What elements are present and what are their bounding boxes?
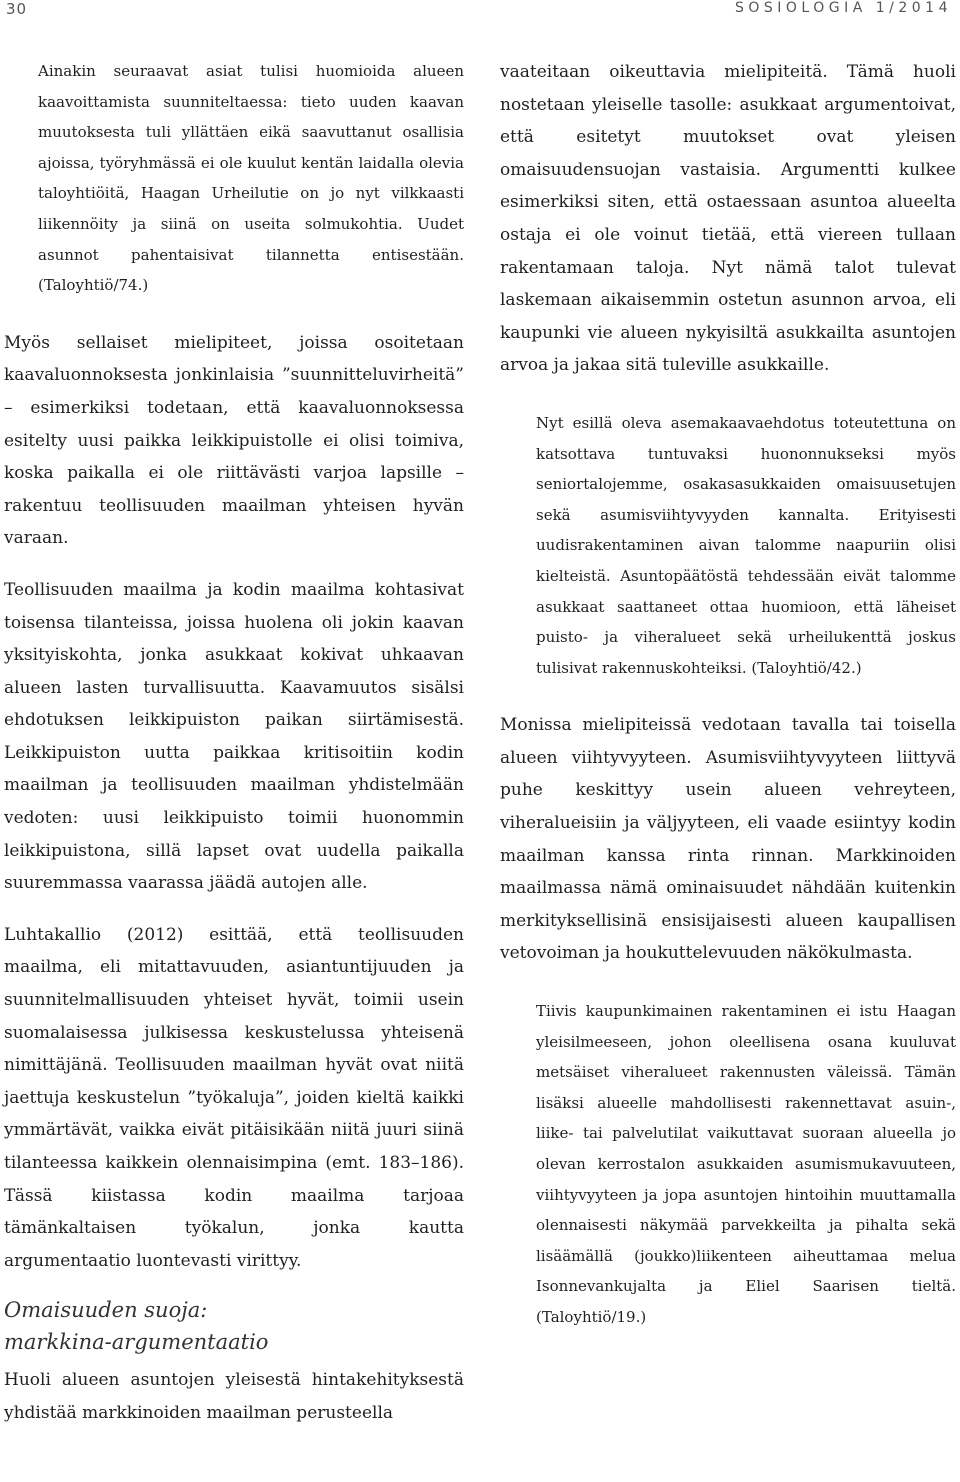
block-quote-taloyhtio-74: Ainakin seuraavat asiat tulisi huomioida alueen kaavoittamista suunniteltaessa: tieto uuden kaavan muutoksesta tuli yllättäen eikä saavuttanut osallisia ajoissa, työryhmässä ei ole kuulut kentän laidalla olevia taloyhtiöitä, Haagan Urheilutie on jo nyt vilkkaasti liikennöity ja siinä on useita solmukohtia. Uudet asunnot pahentaisivat tilannetta entisestään. (Taloyhtiö/74.)	[38, 62, 464, 295]
page-header	[0, 0, 960, 20]
block-quote-taloyhtio-42: Nyt esillä oleva asemakaavaehdotus toteutettuna on katsottava tuntuvaksi huononnukseksi myös seniortalojemme, osakasasukkaiden omaisuusetujen sekä asumisviihtyvyyden kannalta. Erityisesti uudisrakentaminen aivan talomme naapuriin olisi kielteistä. Asuntopäätöstä tehdessään eivät talomme asukkaat saattaneet ottaa huomioon, että läheiset puisto- ja viheralueet sekä urheilukenttä joskus tulisivat rakennuskohteiksi. (Taloyhtiö/42.)	[536, 413, 956, 677]
page-number: 30	[6, 0, 28, 18]
body-paragraph: Myös sellaiset mielipiteet, joissa osoitetaan kaavaluonnoksesta jonkinlaisia ”suunnitteluvirheitä” – esimerkiksi todetaan, että kaavaluonnoksessa esitelty uusi paikka leikkipuistolle ei olisi toimiva, koska paikalla ei ole riittävästi varjoa lapsille – rakentuu teollisuuden maailman yhteisen hyvän varaan.	[4, 332, 464, 549]
section-heading-line: Omaisuuden suoja:	[4, 1298, 208, 1323]
journal-title: SOSIOLOGIA 1/2014	[734, 0, 952, 16]
block-quote-taloyhtio-19: Tiivis kaupunkimainen rakentaminen ei istu Haagan yleisilmeeseen, johon oleellisena osana kuuluvat metsäiset viheralueet rakennusten väleissä. Tämän lisäksi alueelle mahdollisesti rakennettavat asuin-, liike- tai palvelutilat vaikuttavat suoraan alueella jo olevan kerrostalon asukkaiden asumismukavuuteen, viihtyvyyteen ja jopa asuntojen hintoihin muuttamalla olennaisesti näkymää parvekkeilta ja pihalta sekä lisäämällä (joukko)liikenteen aiheuttamaa melua Isonnevankujalta ja Eliel Saarisen tieltä. (Taloyhtiö/19.)	[536, 1002, 956, 1326]
body-paragraph: Teollisuuden maailma ja kodin maailma kohtasivat toisensa tilanteissa, joissa huolena oli jokin kaavan yksityiskohta, jonka asukkaat kokivat uhkaavan alueen lasten turvallisuutta. Kaavamuutos sisälsi ehdotuksen leikkipuiston paikan siirtämisestä. Leikkipuiston uutta paikkaa kritisoitiin kodin maailman ja teollisuuden maailman yhdistelmään vedoten: uusi leikkipuisto toimii huonommin leikkipuistona, sillä lapset ovat uudella paikalla suuremmassa vaarassa jäädä autojen alle.	[4, 579, 464, 894]
left-column	[4, 56, 464, 1430]
body-paragraph: Luhtakallio (2012) esittää, että teollisuuden maailma, eli mitattavuuden, asiantuntijuuden ja suunnitelmallisuuden yhteiset hyvät, toimii usein suomalaisessa julkisessa keskustelussa yhteisenä nimittäjänä. Teollisuuden maailman hyvät ovat niitä jaettuja keskustelun ”työkaluja”, joiden kieltä kaikki ymmärtävät, vaikka eivät pitäisikään niitä juuri siinä tilanteessa kaikkein olennaisimpina (emt. 183–186). Tässä kiistassa kodin maailma tarjoaa tämänkaltaisen työkalun, jonka kautta argumentaatio luontevasti virittyy.	[4, 924, 464, 1271]
body-paragraph: vaateitaan oikeuttavia mielipiteitä. Tämä huoli nostetaan yleiselle tasolle: asukkaat argumentoivat, että esitetyt muutokset ovat yleisen omaisuudensuojan vastaisia. Argumentti kulkee esimerkiksi siten, että ostaessaan asuntoa alueelta ostaja ei ole voinut tietää, että viereen tullaan rakentamaan taloja. Nyt nämä talot tulevat laskemaan aikaisemmin ostetun asunnon arvoa, eli kaupunki vie alueen nykyisiltä asukkailta asuntojen arvoa ja jakaa sitä tuleville asukkaille.	[500, 62, 956, 376]
right-column	[500, 56, 956, 1333]
body-paragraph: Huoli alueen asuntojen yleisestä hintakehityksestä yhdistää markkinoiden maailman perusteella	[4, 1370, 464, 1423]
section-heading-line: markkina-argumentaatio	[4, 1330, 269, 1355]
body-paragraph: Monissa mielipiteissä vedotaan tavalla tai toisella alueen viihtyvyyteen. Asumisviihtyvyyteen liittyvä puhe keskittyy usein alueen vehreyteen, viheralueisiin ja väljyyteen, eli vaade esiintyy kodin maailman kanssa rinta rinnan. Markkinoiden maailmassa nämä ominaisuudet nähdään kuitenkin merkityksellisinä ensisijaisesti alueen kaupallisen vetovoiman ja houkuttelevuuden näkökulmasta.	[500, 715, 956, 964]
section-heading	[4, 1294, 464, 1358]
